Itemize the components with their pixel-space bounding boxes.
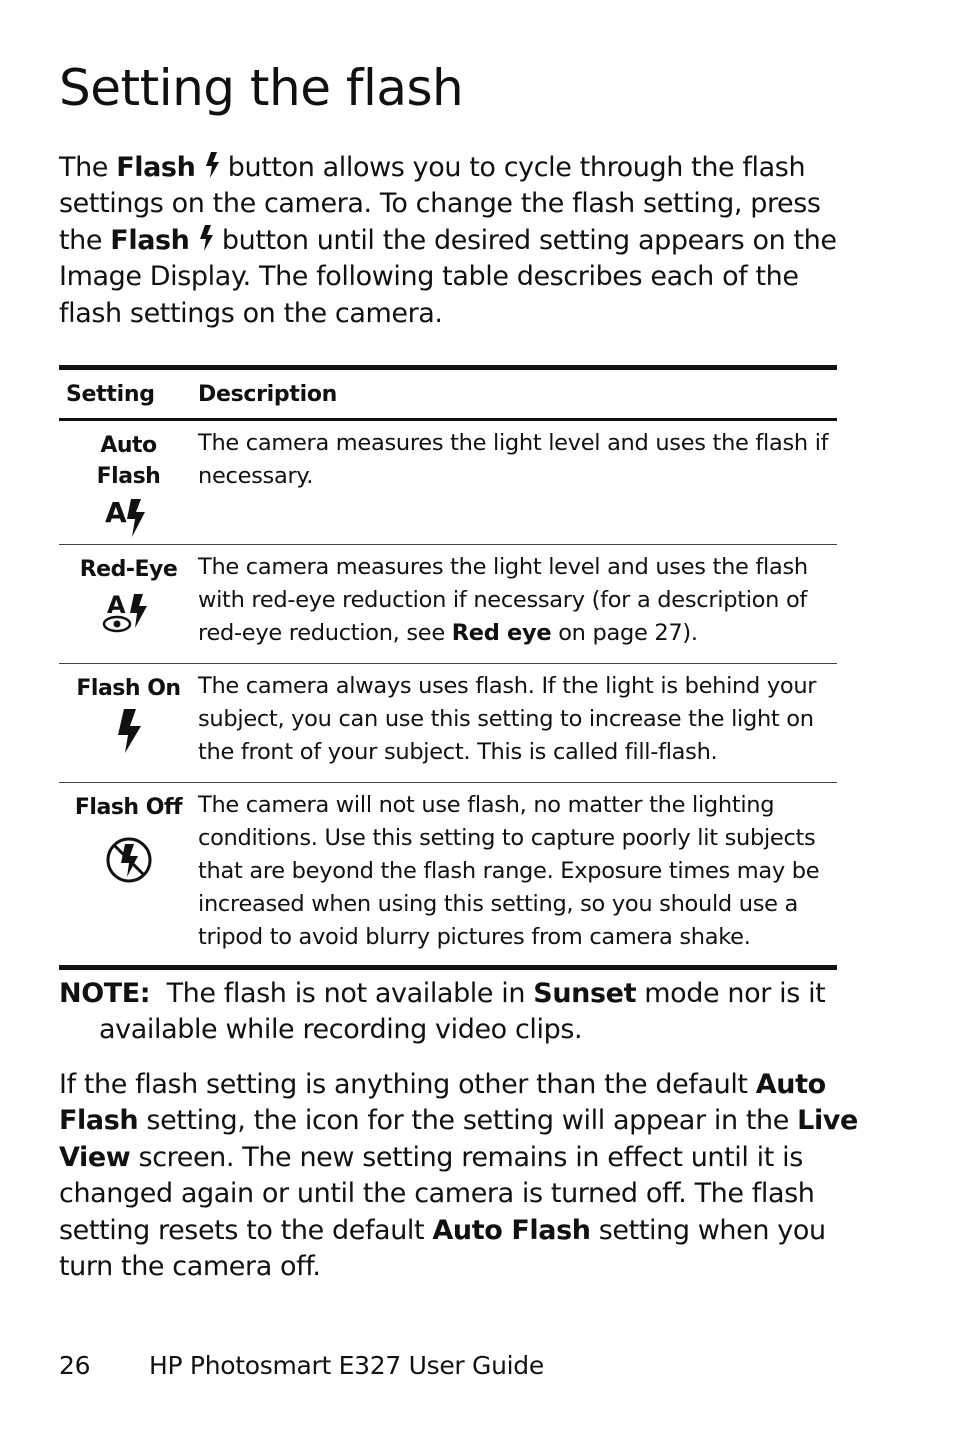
setting-name: Flash Off: [74, 795, 183, 820]
setting-description: The camera always uses flash. If the light is behind your subject, you can use this setting to increase the light on the front of your subject. This is called fill-flash.: [198, 673, 817, 765]
intro-paragraph: The Flash button allows you to cycle through the flash settings on the camera. To change the flash setting, press the Flash button until the desired setting appears on the Image Display. The following table describes each of the flash settings on the camera.: [59, 152, 837, 329]
svg-text:A: A: [106, 591, 126, 619]
setting-description: The camera measures the light level and uses the flash with red-eye reduction if necessary (for a description of red-eye reduction, see Red eye on page 27).: [198, 554, 808, 646]
setting-description: The camera will not use flash, no matter the lighting conditions. Use this setting to capture poorly lit subjects that are beyond the flash range. Exposure times may be increased when using this setting, so you should use a tripod to avoid blurry pictures from camera shake.: [198, 792, 820, 950]
setting-name: Auto: [100, 433, 157, 458]
red-eye-flash-icon: [101, 588, 157, 636]
setting-description: The camera measures the light level and uses the flash if necessary.: [198, 430, 829, 489]
auto-flash-paragraph: If the flash setting is anything other than the default Auto Flash setting, the icon for the setting will appear in the Live View screen. The new setting remains in effect until it is changed again or until the camera is turned off. The flash setting resets to the default Auto Flash setting when you turn the camera off.: [59, 1069, 858, 1283]
table-row-flash-off: [59, 783, 837, 965]
flash-icon: [198, 224, 214, 252]
note-label: NOTE:: [59, 978, 151, 1009]
page-footer: [59, 1350, 544, 1382]
flash-on-icon: [114, 707, 144, 755]
page-number: 26: [59, 1351, 91, 1380]
table-row-red-eye: [59, 545, 837, 664]
flash-term: Flash: [110, 224, 190, 256]
flash-off-icon: [103, 834, 155, 886]
guide-title: HP Photosmart E327 User Guide: [149, 1351, 544, 1380]
svg-text:A: A: [104, 496, 127, 529]
auto-flash-term: Auto Flash: [432, 1214, 591, 1246]
flash-settings-table: [59, 365, 837, 970]
flash-icon: [204, 151, 220, 179]
flash-term: Flash: [116, 152, 196, 183]
table-header: [59, 370, 837, 421]
auto-flash-icon: [103, 495, 155, 539]
setting-name: Flash On: [76, 676, 181, 701]
setting-name: Flash: [96, 464, 161, 489]
header-description: Description: [198, 381, 337, 407]
live-view-term: Live View: [59, 1105, 858, 1173]
note-paragraph: NOTE: The flash is not available in Sunset mode nor is it available while recording video clips.: [59, 978, 826, 1045]
auto-flash-term: Auto Flash: [59, 1069, 826, 1137]
table-row-auto-flash: [59, 421, 837, 545]
sunset-term: Sunset: [533, 978, 637, 1009]
header-setting: Setting: [66, 381, 155, 407]
setting-name: Red-Eye: [79, 557, 178, 582]
table-row-flash-on: [59, 664, 837, 783]
red-eye-link: Red eye: [451, 620, 552, 646]
page-title: Setting the flash: [59, 59, 464, 117]
